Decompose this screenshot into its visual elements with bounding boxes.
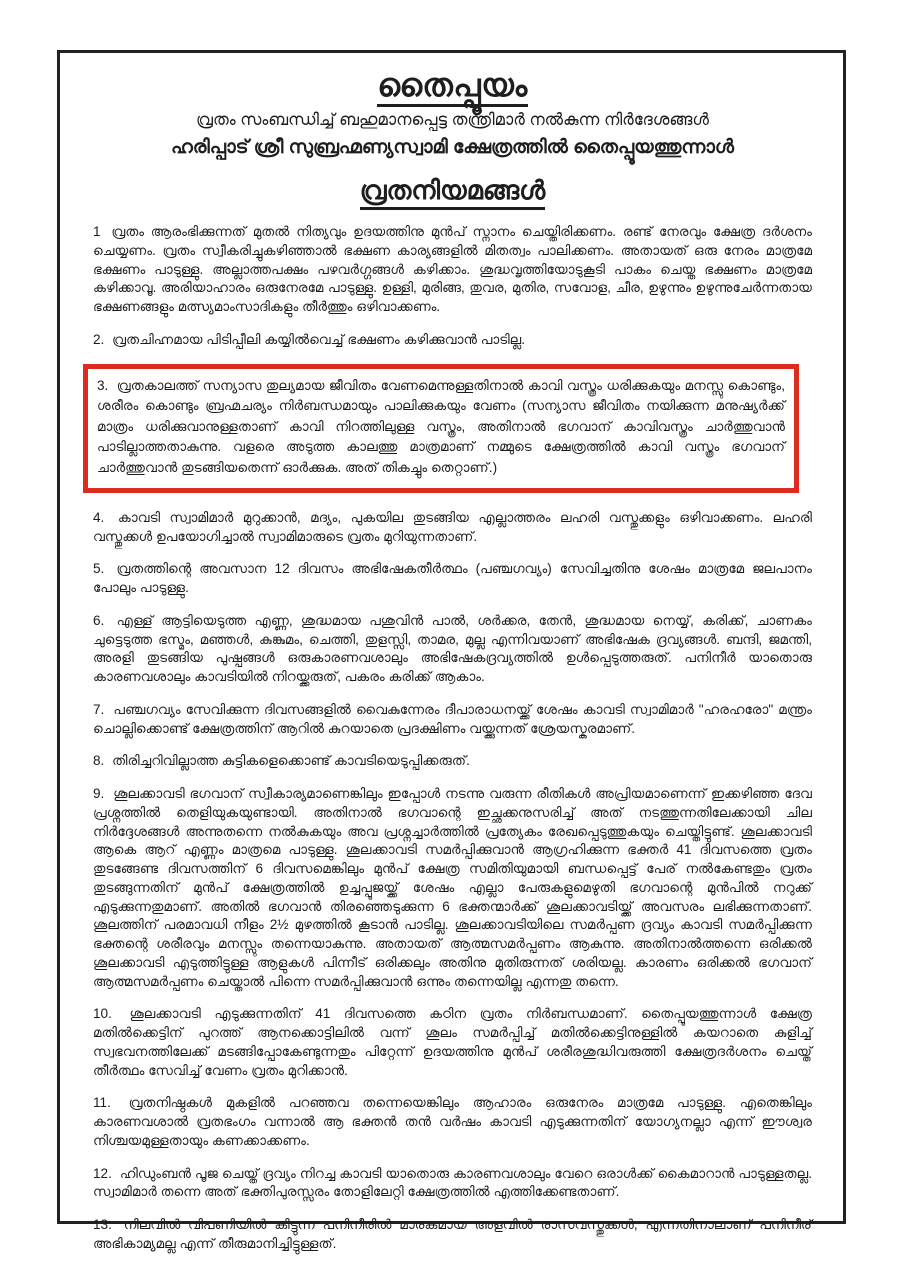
document-page [57,50,846,1251]
rule-number: 10. [93,1006,112,1022]
rule-number: 7. [93,701,105,717]
rule-number: 11. [93,1095,111,1111]
rule-item [93,560,812,598]
rule-text: വ്രതത്തിന്റെ അവസാന 12 ദിവസം അഭിഷേകതീർത്ഥം (പഞ്ചഗവ്യം) സേവിച്ചതിനു ശേഷം മാത്രമേ ജലപാനം പോലും പാടുള്ളു. [93,561,812,596]
page-title-text: തൈപ്പൂയം [377,67,527,107]
rule-item [93,1216,812,1254]
rule-number: 2. [93,331,105,347]
rule-text: ശൂലക്കാവടി ഭഗവാന് സ്വീകാര്യമാണെങ്കിലും ഇപ്പോൾ നടന്നു വരുന്ന രീതികൾ അപ്രിയമാണെന്ന് ഇക്കഴിഞ്ഞ ദേവ പ്രശ്നത്തിൽ തെളിയുകയുണ്ടായി. അതിനാൽ ഭഗവാന്റെ ഇച്ഛക്കനുസരിച്ച് അത് നടത്തുന്നതിലേക്കായി ചില നിർദ്ദേശങ്ങൾ അന്നുതന്നെ നൽകുകയും അവ പ്രശ്നച്ചാർത്തിൽ പ്രത്യേകം രേഖപ്പെടുത്തുകയും ചെയ്തിട്ടുണ്ട്. ശൂലക്കാവടി ആകെ ആറ് എണ്ണം മാത്രമെ പാടുള്ളു. ശൂലക്കാവടി സമർപ്പിക്കുവാൻ ആഗ്രഹിക്കുന്ന ഭക്തർ 41 ദിവസത്തെ വ്രതം തുടങ്ങേണ്ട ദിവസത്തിന് 6 ദിവസമെങ്കിലും മുൻപ് ക്ഷേത്ര സമിതിയുമായി ബന്ധപ്പെട്ട് പേര് നൽകേണ്ടതും വ്രതം തുടങ്ങുന്നതിന് മുൻപ് ക്ഷേത്രത്തിൽ ഉച്ചപ്പൂജയ്ക്ക് ശേഷം എല്ലാ പേരുകളുമെഴുതി ഭഗവാന്റെ മുൻപിൽ നറുക്ക് എടുക്കുന്നതുമാണ്. അതിൽ ഭഗവാൻ തിരഞ്ഞെടുക്കുന്ന 6 ഭക്തന്മാർക്ക് ശൂലക്കാവടിയ്ക്ക് അവസരം ലഭിക്കുന്നതാണ്. ശൂലത്തിന് പരമാവധി നീളം 2½ മുഴത്തിൽ കൂടാൻ പാടില്ല. ശൂലക്കാവടിയിലെ സമർപ്പണ ദ്രവ്യം കാവടി സമർപ്പിക്കുന്ന ഭക്തന്റെ ശരീരവും മനസ്സും തന്നെയാകുന്നു. അതായത് ആത്മസമർപ്പണം ആകുന്നു. അതിനാൽത്തന്നെ ഒരിക്കൽ ശൂലക്കാവടി എടുത്തിട്ടുള്ള ആളുകൾ പിന്നീട് ഒരിക്കലും അതിനു മുതിരുന്നത് ശരിയല്ല. കാരണം ഒരിക്കൽ ഭഗവാന് ആത്മസമർപ്പണം ചെയ്താൽ പിന്നെ സമർപ്പിക്കുവാൻ ഒന്നും തന്നെയില്ല എന്നതു തന്നെ. [93,786,812,989]
rule-number: 1 [93,224,101,239]
rule-item [93,331,812,350]
rule-item [93,509,812,547]
rule-number: 9. [93,786,105,802]
rule-number: 6. [93,612,105,628]
rule-number: 13. [93,1217,112,1233]
rule-text: വ്രതചിഹ്നമായ പിടിപ്പീലി കയ്യിൽവെച്ച് ഭക്ഷണം കഴിക്കുവാൻ പാടില്ല. [112,331,526,347]
document-subtitle: വ്രതം സംബന്ധിച്ച് ബഹുമാനപ്പെട്ട തന്ത്രിമാർ നൽകുന്ന നിർദേശങ്ങൾ [196,111,709,129]
rule-text: എള്ള് ആട്ടിയെടുത്ത എണ്ണ, ശുദ്ധമായ പശുവിൻ പാൽ, ശർക്കര, തേൻ, ശുദ്ധമായ നെയ്യ്, കരിക്ക്, ചാണകം ചുട്ടെടുത്ത ഭസ്മം, മഞ്ഞൾ, കുങ്കുമം, ചെത്തി, തുളസ്സി, താമര, മുല്ല എന്നിവയാണ് അഭിഷേക ദ്രവ്യങ്ങൾ. ബന്ദി, ജമന്തി, അരളി തുടങ്ങിയ പുഷ്പങ്ങൾ ഒരുകാരണവശാലും അഭിഷേകദ്രവ്യത്തിൽ ഉൾപ്പെടുത്തരുത്. പനിനീർ യാതൊരു കാരണവശാലും കാവടിയിൽ നിറയ്ക്കരുത്, പകരം കരിക്ക് ആകാം. [93,612,812,685]
rule-number: 4. [93,509,105,525]
rule-item [93,1165,812,1203]
rule-number: 12. [93,1165,112,1181]
rule-item [93,752,812,771]
page-title [93,67,812,105]
rule-item [93,223,812,317]
rule-text: തിരിച്ചറിവില്ലാത്ത കുട്ടികളെക്കൊണ്ട് കാവടിയെടുപ്പിക്കരുത്. [112,753,470,769]
rule-item [93,701,812,739]
rule-text: ഹിഡുംബൻ പൂജ ചെയ്ത് ദ്രവ്യം നിറച്ച കാവടി യാതൊരു കാരണവശാലും വേറെ ഒരാൾക്ക് കൈമാറാൻ പാടുള്ളതല്ല. സ്വാമിമാർ തന്നെ അത് ഭക്തിപുരസ്സരം തോളിലേറ്റി ക്ഷേത്രത്തിൽ എത്തിക്കേണ്ടതാണ്. [93,1165,813,1200]
section-heading-text: വ്രതനിയമങ്ങൾ [360,175,546,210]
rule-number: 5. [93,561,105,577]
rules-list [93,223,812,1254]
temple-name-line: ഹരിപ്പാട് ശ്രീ സുബ്രഹ്മണ്യസ്വാമി ക്ഷേത്രത്തിൽ തൈപ്പൂയത്തുന്നാൾ [171,137,734,158]
rule-number: 8. [93,753,105,769]
rule-item [93,1094,812,1150]
rule-item [93,612,812,687]
rule-text: ശൂലക്കാവടി എടുക്കുന്നതിന് 41 ദിവസത്തെ കഠിന വ്രതം നിർബന്ധമാണ്. തൈപ്പൂയത്തുന്നാൾ ക്ഷേത്ര മതിൽക്കെട്ടിന് പുറത്ത് ആനക്കൊട്ടിലിൽ വന്ന് ശൂലം സമർപ്പിച്ച് മതിൽക്കെട്ടിനുള്ളിൽ കയറാതെ കുളിച്ച് സ്വഭവനത്തിലേക്ക് മടങ്ങിപ്പോകേണ്ടുന്നതും പിറ്റേന്ന് ഉദയത്തിനു മുൻപ് ശരീരശുദ്ധിവരുത്തി ക്ഷേത്രദർശനം ചെയ്ത് തീർത്ഥം സേവിച്ച് വേണം വ്രതം മുറിക്കാൻ. [93,1006,812,1078]
rule-text: വ്രതകാലത്ത് സന്യാസ തുല്യമായ ജീവിതം വേണമെന്നുള്ളതിനാൽ കാവി വസ്ത്രം ധരിക്കുകയും മനസ്സു കൊണ്ടും, ശരീരം കൊണ്ടും ബ്രഹ്മചര്യം നിർബന്ധമായും പാലിക്കുകയും വേണം (സന്യാസ ജീവിതം നയിക്കുന്ന മനുഷ്യർക്ക് മാത്രം ധരിക്കുവാനുള്ളതാണ് കാവി നിറത്തിലുള്ള വസ്ത്രം, അതിനാൽ ഭഗവാന് കാവിവസ്ത്രം ചാർത്തുവാൻ പാടില്ലാത്തതാകുന്നു. വളരെ അടുത്ത കാലത്തു മാത്രമാണ് നമ്മുടെ ക്ഷേത്രത്തിൽ കാവി വസ്ത്രം ഭഗവാന് ചാർത്തുവാൻ തുടങ്ങിയതെന്ന് ഓർക്കുക. അത് തികച്ചും തെറ്റാണ്.) [97,377,785,476]
rule-number: 3. [97,377,109,393]
rule-item [93,785,812,991]
rule-text: നിലവിൽ വിപണിയിൽ കിട്ടുന്ന പനിനീരിൽ മാരകമായ അളവിൽ രാസവസ്തുക്കൾ, എന്നതിനാലാണ് പനിനീര് അഭികാമ്യമല്ല എന്ന് തീരുമാനിച്ചിട്ടുള്ളത്. [93,1217,812,1251]
rule-item-highlighted [83,364,799,493]
rule-text: പഞ്ചഗവ്യം സേവിക്കുന്ന ദിവസങ്ങളിൽ വൈകുന്നേരം ദീപാരാധനയ്ക്ക് ശേഷം കാവടി സ്വാമിമാർ "ഹരഹരോ" മന്ത്രം ചൊല്ലിക്കൊണ്ട് ക്ഷേത്രത്തിന് ആറിൽ കുറയാതെ പ്രദക്ഷിണം വയ്ക്കുന്നത് ശ്രേയസ്കരമാണ്. [93,701,812,736]
document-header [93,67,812,207]
rule-text: വ്രതം ആരംഭിക്കുന്നത് മുതൽ നിത്യവും ഉദയത്തിനു മുൻപ് സ്നാനം ചെയ്തിരിക്കണം. രണ്ട് നേരവും ക്ഷേത്ര ദർശനം ചെയ്യണം. വ്രതം സ്വീകരിച്ചുകഴിഞ്ഞാൽ ഭക്ഷണ കാര്യങ്ങളിൽ മിതത്വം പാലിക്കണം. അതായത് ഒരു നേരം മാത്രമേ ഭക്ഷണം പാടുള്ളു. അല്ലാത്തപക്ഷം പഴവർഗ്ഗങ്ങൾ കഴിക്കാം. ശുദ്ധവൃത്തിയോടുകൂടി പാകം ചെയ്ത ഭക്ഷണം മാത്രമേ കഴിക്കാവൂ. അരിയാഹാരം ഒരുനേരമേ പാടുള്ളു. ഉള്ളി, മുരിങ്ങ, തുവര, മുതിര, സവോള, ചീര, ഉഴുന്നും ഉഴുന്നുചേർന്നതായ ഭക്ഷണങ്ങളും മത്സ്യമാംസാദികളും തീർത്തും ഒഴിവാക്കണം. [93,224,812,314]
section-heading [93,175,812,207]
rule-text: കാവടി സ്വാമിമാർ മുറുക്കാൻ, മദ്യം, പുകയില തുടങ്ങിയ എല്ലാത്തരം ലഹരി വസ്തുക്കളും ഒഴിവാക്കണം. ലഹരി വസ്തുക്കൾ ഉപയോഗിച്ചാൽ സ്വാമിമാരുടെ വ്രതം മുറിയുന്നതാണ്. [93,509,813,544]
rule-item [93,1005,812,1080]
rule-text: വ്രതനിഷ്ഠകൾ മുകളിൽ പറഞ്ഞവ തന്നെയെങ്കിലും ആഹാരം ഒരുനേരം മാത്രമേ പാടുള്ളു. എതെങ്കിലും കാരണവശാൽ വ്രതഭംഗം വന്നാൽ ആ ഭക്തൻ തൻ വർഷം കാവടി എടുക്കുന്നതിന് യോഗ്യനല്ലാ എന്ന് ഈശ്വര നിശ്ചയമുള്ളതായും കണക്കാക്കണം. [93,1095,813,1148]
